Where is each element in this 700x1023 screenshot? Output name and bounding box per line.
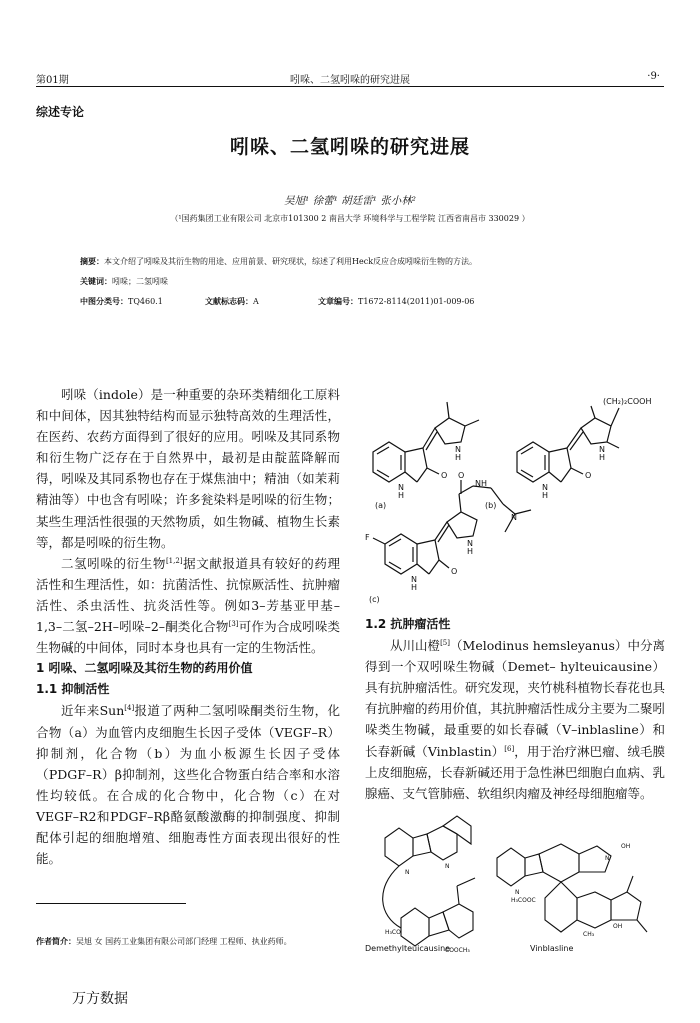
authors: 吴旭¹ 徐蕾¹ 胡廷雷¹ 张小林² <box>284 195 416 207</box>
atom-label: O <box>441 471 448 480</box>
atom-label: H <box>599 453 606 462</box>
atom-label: F <box>365 533 370 542</box>
right-column <box>365 614 665 804</box>
abstract <box>80 256 477 267</box>
article-title: 吲哚、二氢吲哚的研究进展 <box>229 136 470 158</box>
keywords <box>80 276 168 287</box>
keywords-text: 吲哚；二氢吲哚 <box>112 277 168 286</box>
author-note-text: 吴旭 女 国药工业集团有限公司部门经理 工程师、执业药师。 <box>76 937 292 946</box>
vinblasline-structure <box>497 844 647 932</box>
footnote-rule <box>36 903 186 904</box>
atom-label: N <box>511 513 517 522</box>
substituent-label: OH <box>613 923 623 930</box>
intro-paragraph: 吲哚（indole）是一种重要的杂环类精细化工原料和中间体，因其独特结构而显示独特高效的生理活性，在医药、农药方面得到了很好的应用。吲哚及其同系物和衍生物广泛存在于自然界中，最初是由靛蓝降解而得，吲哚及其同系物也存在于煤焦油中；精油（如茉莉精油等）中也含有吲哚；许多瓮染料是吲哚的衍生物；某些生理活性很强的天然物质，如生物碱、植物生长素等，都是吲哚的衍生物。 <box>36 387 340 550</box>
atom-label: O <box>458 471 465 480</box>
heading-1: 1 吲哚、二氢吲哚及其衍生物的药用价值 <box>36 661 253 676</box>
compound-b <box>517 406 619 482</box>
abstract-text: 本文介绍了吲哚及其衍生物的用途、应用前景、研究现状，综述了利用Heck反应合成吲哚衍生物的方法。 <box>104 257 478 266</box>
atom-label: O <box>585 471 592 480</box>
figure-label-b: (b) <box>485 501 497 510</box>
demethylteuicausine-structure <box>383 816 475 946</box>
atom-label: H <box>455 453 462 462</box>
document-code: 文献标志码：A <box>205 297 259 306</box>
indoline-paragraph: 二氢吲哚的衍生物[1,2]据文献报道具有较好的药理活性和生理活性，如：抗菌活性、抗惊厥活性、抗肿瘤活性、杀虫活性、抗炎活性等。例如3–芳基亚甲基–1,3–二氢–2H–吲哚–2–酮类化合物[3]可作为合成吲哚类生物碱的中间体，同时本身也具有一定的生物活性。 <box>36 555 340 656</box>
abstract-label: 摘要： <box>80 257 104 266</box>
heading-1-1: 1.1 抑制活性 <box>36 682 110 697</box>
keywords-label: 关键词： <box>80 277 112 286</box>
clc-number: 中图分类号：TQ460.1 <box>80 297 163 306</box>
atom-label: N <box>411 575 417 584</box>
figure-label-c: (c) <box>369 595 380 604</box>
atom-label: N <box>467 539 473 548</box>
compound-a <box>373 402 479 482</box>
atom-label: O <box>451 567 458 576</box>
heading-1-2: 1.2 抗肿瘤活性 <box>365 617 451 631</box>
issue-number: 第01期 <box>36 75 69 86</box>
substituent-label: H₃COOC <box>511 897 536 904</box>
section-tag: 综述专论 <box>36 105 85 119</box>
atom-label: H <box>542 491 549 500</box>
atom-label: N <box>398 483 404 492</box>
substituent-label: (CH₂)₂COOH <box>603 397 652 406</box>
atom-label: N <box>599 445 605 454</box>
article-number: 文章编号：T1672-8114(2011)01-009-06 <box>318 297 475 306</box>
affiliation: （¹国药集团工业有限公司 北京市101300 2 南昌大学 环境科学与工程学院 江西省南昌市 330029 ） <box>170 214 530 223</box>
figure-label-a: (a) <box>375 501 387 510</box>
substituent-label: OH <box>621 843 631 850</box>
atom-label: N <box>605 855 610 862</box>
author-note <box>36 936 292 947</box>
atom-label: N <box>542 483 548 492</box>
compound-structures-figure <box>355 382 665 607</box>
compound-name-demethylteuicausine: Demethylteuicausine <box>365 944 451 953</box>
atom-label: H <box>411 583 418 592</box>
atom-label: H <box>467 547 474 556</box>
atom-label: H <box>398 491 405 500</box>
antitumor-paragraph: 从川山橙[5]（Melodinus hemsleyanus）中分离得到一个双吲哚生物碱（Demet– hylteuicausine）具有抗肿瘤活性。研究发现，夹竹桃科植物长春花也具有抗肿瘤的药用价值，其抗肿瘤活性成分主要为二聚吲哚类生物碱，最重要的如长春碱（V–inblasline）和长春新碱（Vinblastin）[6]，用于治疗淋巴瘤、绒毛膜上皮细胞癌，长春新碱还用于急性淋巴细胞白血病、乳腺癌、支气管肺癌、软组织肉瘤及神经母细胞瘤等。 <box>365 638 666 801</box>
header-rule <box>36 86 664 87</box>
inhibition-paragraph: 近年来Sun[4]报道了两种二氢吲哚酮类衍生物，化合物（a）为血管内皮细胞生长因子受体（VEGF–R）抑制剂，化合物（b）为血小板源生长因子受体（PDGF–R）β抑制剂，这些化合物蛋白结合率和水溶性均较低。在合成的化合物中，化合物（c）在对VEGF–R2和PDGF–Rβ酪氨酸激酶的抑制强度、抑制配体引起的细胞增殖、细胞毒性方面表现出很好的性能。 <box>36 703 340 867</box>
atom-label: N <box>455 445 461 454</box>
alkaloid-structures-figure <box>365 808 665 958</box>
left-column <box>36 384 340 869</box>
author-note-label: 作者简介： <box>36 937 76 946</box>
page-number: ·9· <box>647 71 660 82</box>
substituent-label: H₃CO <box>385 929 401 936</box>
compound-name-vinblasline: Vinblasline <box>530 944 574 953</box>
atom-label: N <box>405 869 410 876</box>
running-title: 吲哚、二氢吲哚的研究进展 <box>290 75 410 86</box>
substituent-label: COOCH₃ <box>445 947 470 954</box>
compound-c <box>373 480 531 574</box>
atom-label: NH <box>475 479 487 488</box>
atom-label: N <box>515 889 520 896</box>
substituent-label: CH₃ <box>583 931 595 938</box>
wanfang-watermark: 万方数据 <box>72 991 128 1007</box>
atom-label: N <box>445 863 450 870</box>
